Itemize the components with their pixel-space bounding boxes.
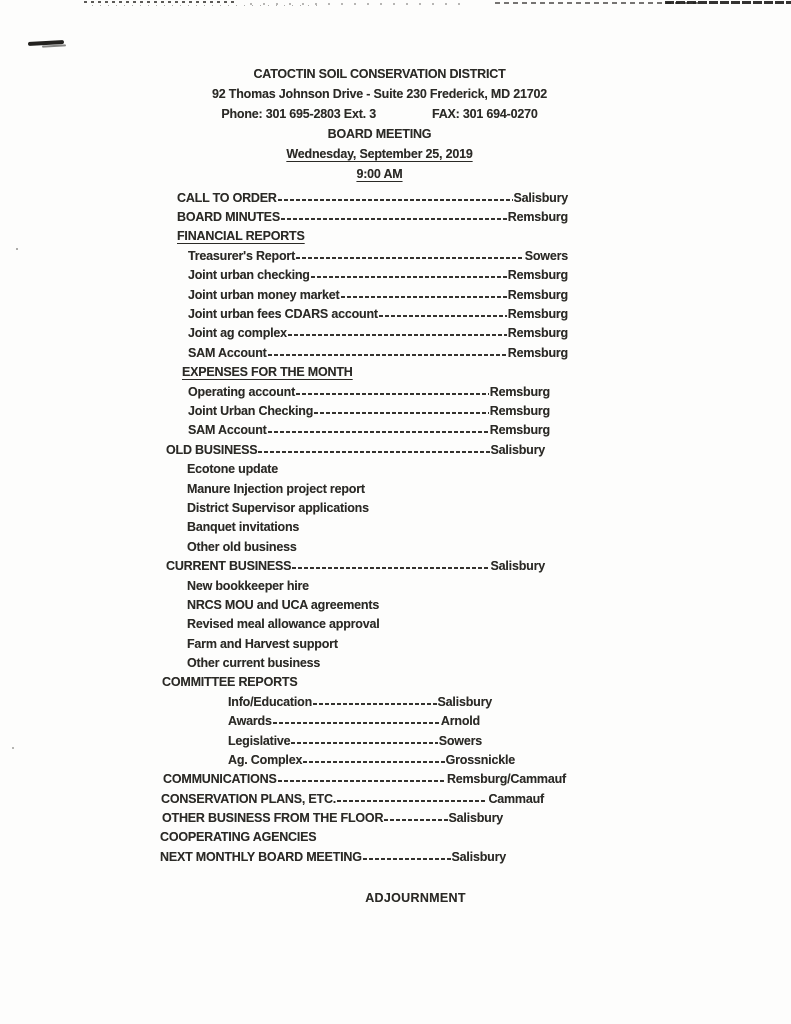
responsible-name: Grossnickle [445,753,515,768]
responsible-name: Salisbury [451,849,506,864]
responsible-name: Remsburg [489,384,550,399]
item-label: Joint urban money market [188,287,340,302]
dotted-leader [311,276,507,278]
responsible-name: Remsburg [507,307,568,322]
section-heading-expenses: EXPENSES FOR THE MONTH [182,364,353,379]
sub-item-farm-and-harvest: Farm and Harvest support [187,636,338,651]
item-label: COMMUNICATIONS [163,772,277,787]
sub-item-manure-injection: Manure Injection project report [187,481,365,496]
sub-item-meal-allowance: Revised meal allowance approval [187,617,380,632]
responsible-name: Remsburg [507,268,568,283]
responsible-name: Sowers [524,248,568,263]
item-label: Awards [228,714,272,729]
sub-item-other-old-business: Other old business [187,539,297,554]
item-label: OTHER BUSINESS FROM THE FLOOR [162,811,384,826]
agenda-item-joint-urban-checking-exp [188,401,550,420]
committee-item-legislative [228,731,482,750]
dotted-leader [288,334,507,336]
pen-scribble-mark-2 [42,44,66,47]
document-header [0,64,775,184]
dotted-leader [296,393,489,395]
org-address: 92 Thomas Johnson Drive - Suite 230 Frederick, MD 21702 [212,87,547,101]
item-label: Legislative [228,733,291,748]
item-label: Ag. Complex [228,753,303,768]
scan-speck [12,747,14,749]
responsible-name: Remsburg [507,326,568,341]
agenda-item-board-minutes [177,207,568,226]
scan-artifact-top-left-2 [92,5,322,6]
item-label: Treasurer's Report [188,248,296,263]
item-label: CALL TO ORDER [177,190,277,205]
item-label: CONSERVATION PLANS, ETC. [161,791,337,806]
responsible-name: Remsburg [507,345,568,360]
item-label: Info/Education [228,694,312,709]
responsible-name: Cammauf [488,791,544,806]
phone-fax-line [0,104,775,124]
committee-item-awards [228,712,480,731]
scan-artifact-top-right [495,2,700,4]
agenda-item-sam-account [188,343,568,362]
org-name: CATOCTIN SOIL CONSERVATION DISTRICT [253,67,506,81]
item-label: Operating account [188,384,296,399]
dotted-leader [384,819,447,821]
fax-number: FAX: 301 694-0270 [431,107,538,121]
dotted-leader [296,257,524,259]
item-label: Joint urban checking [188,268,310,283]
sub-item-ecotone-update: Ecotone update [187,462,278,477]
agenda-item-joint-ag-complex [188,324,568,343]
dotted-leader [313,703,437,705]
item-label: SAM Account [188,345,267,360]
item-label: CURRENT BUSINESS [166,559,292,574]
responsible-name: Remsburg [507,287,568,302]
agenda-item-sam-account-exp [188,421,550,440]
responsible-name: Salisbury [437,694,492,709]
dotted-leader [268,354,507,356]
agenda-item-old-business [166,440,545,459]
sub-item-new-bookkeeper: New bookkeeper hire [187,578,309,593]
responsible-name: Salisbury [513,190,568,205]
responsible-name: Arnold [440,714,480,729]
responsible-name: Salisbury [448,811,503,826]
agenda-item-conservation-plans [161,789,544,808]
item-label: NEXT MONTHLY BOARD MEETING [160,849,362,864]
agenda-item-joint-urban-fees-cdars [188,304,568,323]
responsible-name: Salisbury [490,559,545,574]
sub-item-other-current-business: Other current business [187,656,321,671]
scan-speck [16,248,18,250]
section-heading-financial-reports: FINANCIAL REPORTS [177,228,305,243]
dotted-leader [291,742,437,744]
item-label: BOARD MINUTES [177,210,280,225]
dotted-leader [379,315,507,317]
meeting-date: Wednesday, September 25, 2019 [286,147,473,161]
agenda-item-joint-urban-money-market [188,285,568,304]
responsible-name: Salisbury [490,442,545,457]
item-label: Joint urban fees CDARS account [188,307,378,322]
scan-artifact-top-left [84,1,236,3]
committee-item-ag-complex [228,750,515,769]
item-label: SAM Account [188,423,267,438]
dotted-leader [314,412,489,414]
agenda-item-current-business [166,556,545,575]
agenda-item-joint-urban-checking [188,266,568,285]
responsible-name: Remsburg [489,423,550,438]
agenda-list [160,188,620,867]
meeting-time: 9:00 AM [356,167,403,181]
adjournment-label: ADJOURNMENT [365,891,466,905]
item-label: Joint Urban Checking [188,403,314,418]
dotted-leader [363,858,451,860]
meeting-title: BOARD MEETING [327,127,432,141]
phone-number: Phone: 301 695-2803 Ext. 3 [221,107,376,121]
dotted-leader [268,431,489,433]
committee-item-info-education [228,692,492,711]
dotted-leader [281,218,507,220]
agenda-item-communications [163,770,566,789]
dotted-leader [278,199,513,201]
scan-artifact-top-mid [250,3,460,5]
dotted-leader [341,296,507,298]
section-heading-committee-reports: COMMITTEE REPORTS [162,674,298,689]
item-label: OLD BUSINESS [166,442,258,457]
responsible-name: Remsburg [507,210,568,225]
sub-item-nrcs-mou-uca: NRCS MOU and UCA agreements [187,597,380,612]
dotted-leader [258,451,489,453]
scan-artifact-top-corner [665,1,791,4]
dotted-leader [303,761,444,763]
agenda-item-cooperating-agencies: COOPERATING AGENCIES [160,829,317,844]
responsible-name: Remsburg [489,403,550,418]
agenda-item-operating-account [188,382,550,401]
dotted-leader [273,722,440,724]
dotted-leader [278,780,446,782]
responsible-name: Remsburg/Cammauf [446,772,566,787]
pen-scribble-mark [28,40,64,46]
agenda-item-treasurers-report [188,246,568,265]
responsible-name: Sowers [438,733,482,748]
dotted-leader [292,567,489,569]
sub-item-banquet-invitations: Banquet invitations [187,520,300,535]
agenda-item-next-monthly-meeting [160,847,506,866]
item-label: Joint ag complex [188,326,287,341]
agenda-item-call-to-order [177,188,568,207]
dotted-leader [337,800,487,802]
agenda-item-other-business-floor [162,809,503,828]
sub-item-district-supervisor: District Supervisor applications [187,500,369,515]
